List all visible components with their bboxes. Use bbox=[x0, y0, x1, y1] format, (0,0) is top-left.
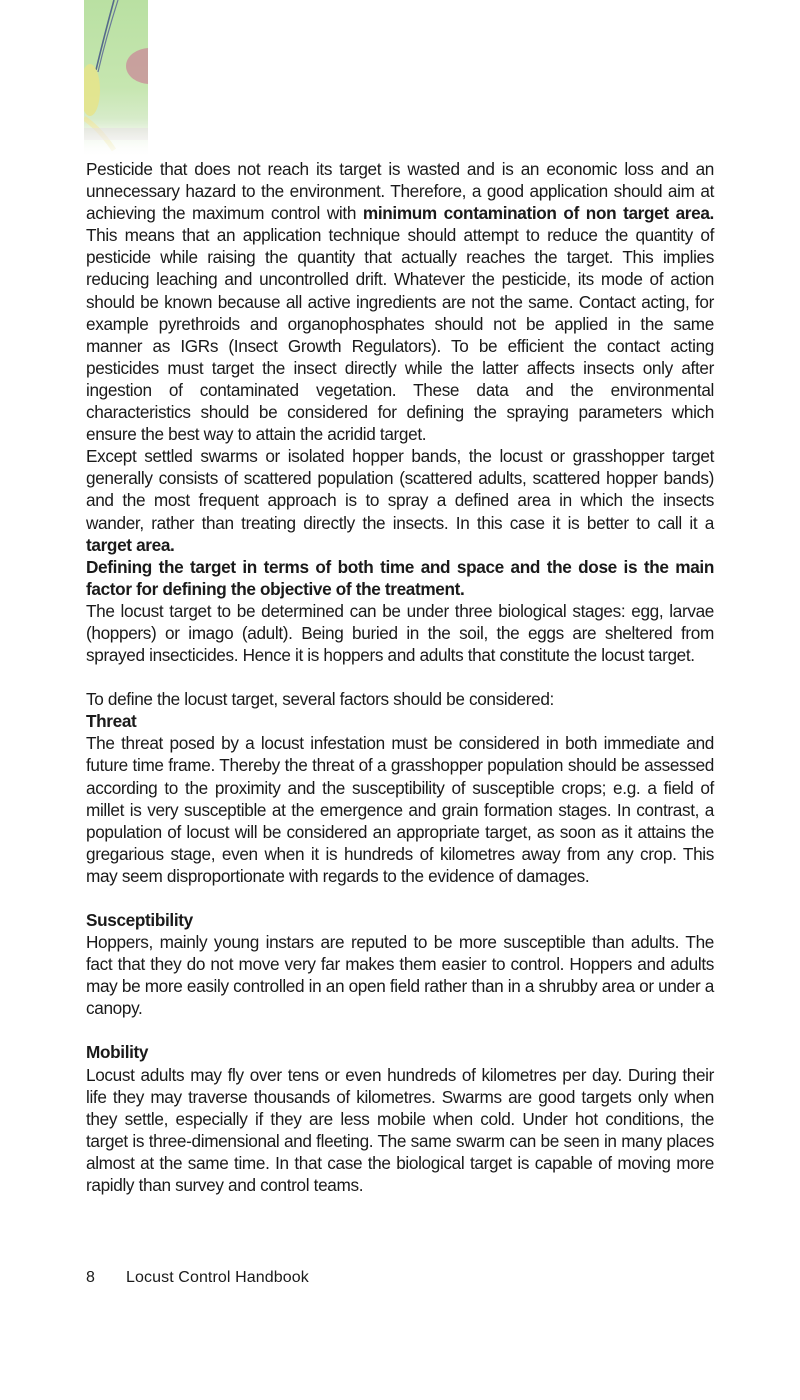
emphasis-minimum-contamination: minimum contamination of non target area. bbox=[362, 203, 714, 224]
page-footer bbox=[86, 1269, 309, 1287]
paragraph-intro: Pesticide that does not reach its target is wasted and is an economic loss and an unnecessary hazard to the environment. Therefore, a good application should aim at achieving the maximum control with minimum contamination of non target area. This means that an application technique should attempt to reduce the quantity of pesticide while raising the quantity that actually reaches the target. This implies reducing leaching and uncontrolled drift. Whatever the pesticide, its mode of action should be known because all active ingredients are not the same. Contact acting, for example pyrethroids and organophosphates should not be applied in the same manner as IGRs (Insect Growth Regulators). To be efficient the contact acting pesticides must target the insect directly while the latter affects insects only after ingestion of contaminated vegetation. These data and the environmental characteristics should be considered for defining the spraying parameters which ensure the best way to attain the acridid target. bbox=[86, 159, 714, 445]
paragraph-biological-stages: The locust target to be determined can be under three biological stages: egg, larvae (hoppers) or imago (adult). Being buried in the soil, the eggs are sheltered from sprayed insecticides. Hence it is hoppers and adults that constitute the locust target. bbox=[86, 600, 714, 666]
key-statement: Defining the target in terms of both time and space and the dose is the main factor for defining the objective of the treatment. bbox=[86, 556, 714, 599]
section-body-susceptibility: Hoppers, mainly young instars are reputed to be more susceptible than adults. The fact that they do not move very far makes them easier to control. Hoppers and adults may be more easily controlled in an open field rather than in a shrubby area or under a canopy. bbox=[86, 932, 714, 1019]
section-heading-mobility: Mobility bbox=[86, 1042, 149, 1063]
antenna-1 bbox=[96, 0, 114, 70]
page-number: 8 bbox=[86, 1269, 95, 1286]
section-body-threat: The threat posed by a locust infestation must be considered in both immediate and future time frame. Thereby the threat of a grasshopper population should be assessed according to the proximity and the susceptibility of susceptible crops; e.g. a field of millet is very susceptible at the emergence and grain formation stages. In contrast, a population of locust will be considered an appropriate target, as soon as it attains the gregarious stage, even when it is hundreds of kilometres away from any crop. This may seem disproportionate with regards to the evidence of damages. bbox=[86, 733, 714, 886]
section-body-mobility: Locust adults may fly over tens or even hundreds of kilometres per day. During their life they may traverse thousands of kilometres. Swarms are good targets only when they settle, especially if they are less mobile when cold. Under hot conditions, the target is three-dimensional and fleeting. The same swarm can be seen in many places almost at the same time. In that case the biological target is capable of moving more rapidly than survey and control teams. bbox=[86, 1064, 714, 1196]
page-body bbox=[86, 158, 714, 1196]
antenna-2 bbox=[98, 0, 118, 72]
emphasis-target-area: target area. bbox=[86, 534, 175, 555]
pink-flower bbox=[126, 48, 148, 84]
paragraph-factors-intro: To define the locust target, several factors should be considered: bbox=[86, 689, 554, 710]
section-heading-susceptibility: Susceptibility bbox=[86, 910, 193, 930]
book-title: Locust Control Handbook bbox=[126, 1269, 309, 1286]
paragraph-target-area: Except settled swarms or isolated hopper bands, the locust or grasshopper target generally consists of scattered population (scattered adults, scattered hopper bands) and the most frequent approach is to spray a defined area in which the insects wander, rather than treating directly the insects. In this case it is better to call it a target area. bbox=[86, 446, 714, 555]
section-heading-threat: Threat bbox=[86, 711, 137, 732]
header-photo bbox=[84, 0, 148, 158]
photo-fade bbox=[84, 118, 148, 158]
